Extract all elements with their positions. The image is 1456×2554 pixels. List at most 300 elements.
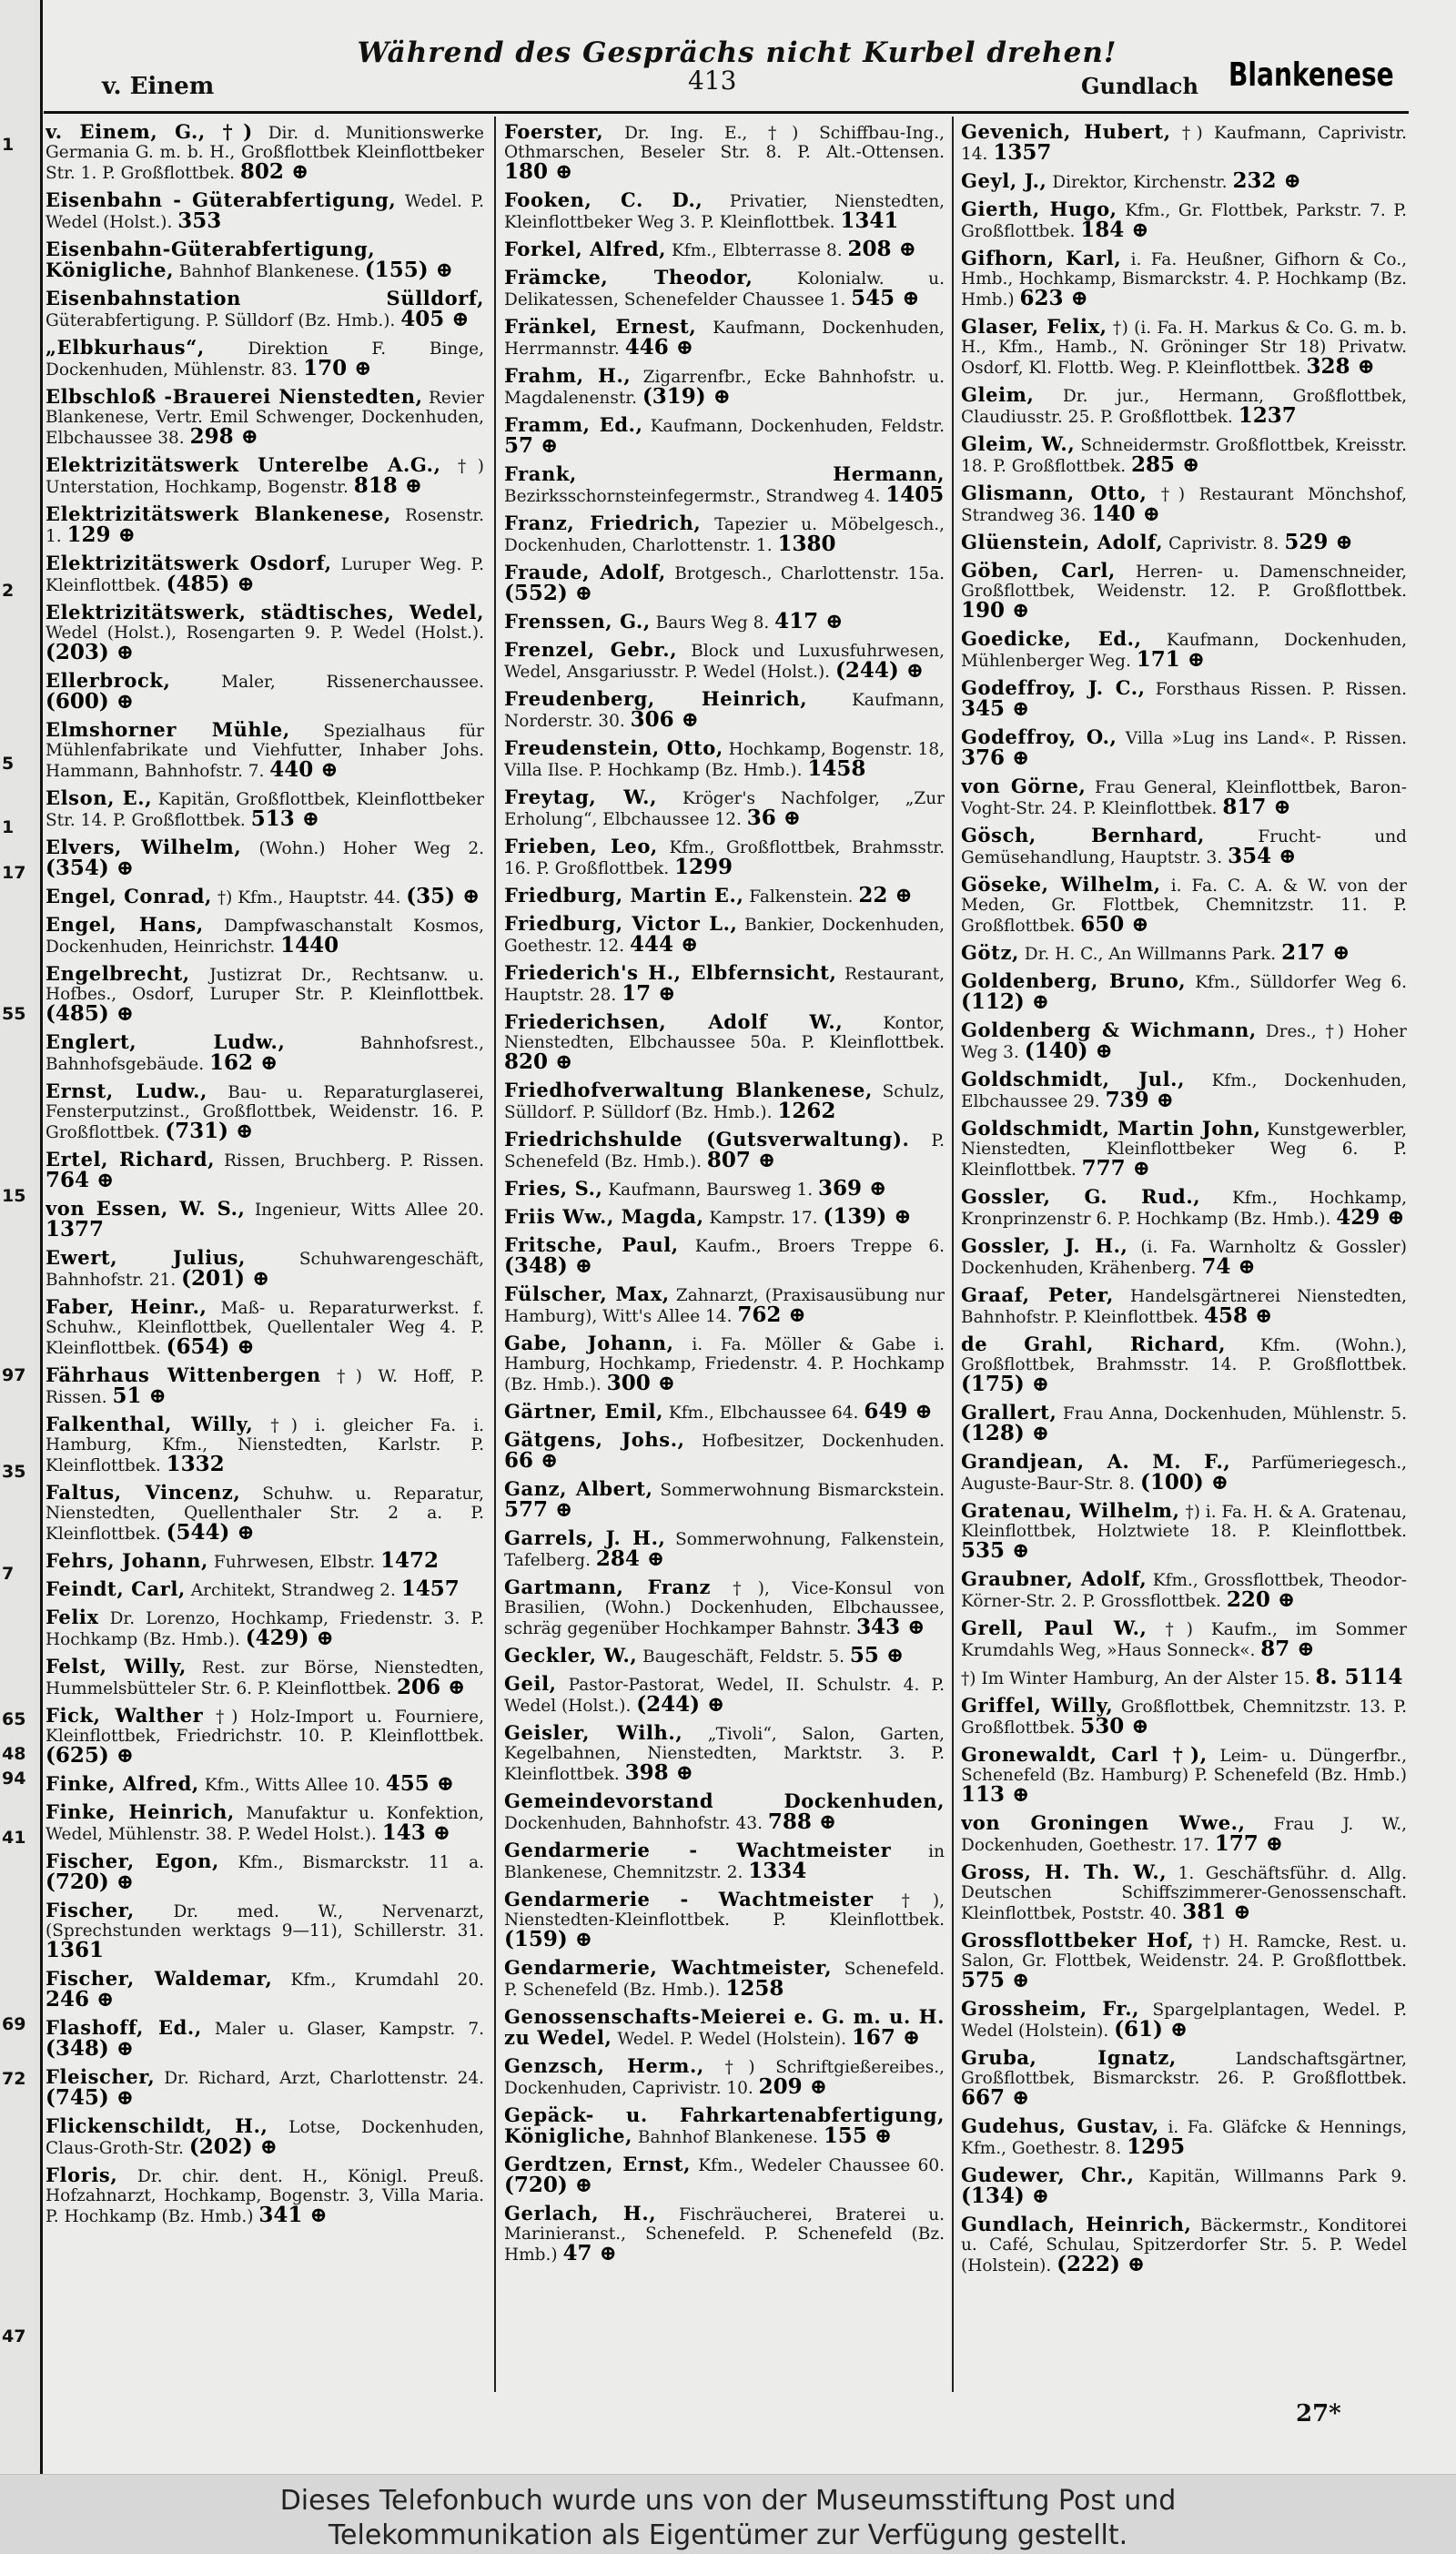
directory-entry <box>46 1799 484 1848</box>
entry-details: Restaurant, Hauptstr. 28. <box>504 965 945 1005</box>
entry-details: Schenefeld. P. Schenefeld (Bz. Hmb.). <box>504 1960 945 2000</box>
subscriber-name: Gundlach, Heinrich, <box>961 2213 1192 2235</box>
phone-number: 417 ⊕ <box>774 609 844 633</box>
gutter-number: 48 <box>2 1744 26 1764</box>
phone-number: 802 ⊕ <box>239 159 309 184</box>
entry-details: Kfm. (Wohn.), Großflottbek, Brahmsstr. 14. P. Großflottbek. <box>961 1336 1407 1374</box>
subscriber-name: Gleim, W., <box>961 432 1076 455</box>
entry-details: †) Kfm., Hauptstr. 44. <box>217 888 401 907</box>
phone-number: 36 ⊕ <box>746 806 802 830</box>
phone-number: (625) ⊕ <box>46 1743 135 1768</box>
phone-number: (348) ⊕ <box>504 1253 593 1278</box>
directory-entry <box>504 1398 945 1426</box>
directory-entry <box>504 1886 945 1954</box>
phone-number: (600) ⊕ <box>46 689 135 714</box>
phone-number: 129 ⊕ <box>66 522 136 547</box>
subscriber-name: Grell, Paul W., <box>961 1617 1148 1639</box>
subscriber-name: Garrels, J. H., <box>504 1526 666 1549</box>
directory-entry <box>504 2200 945 2268</box>
phone-number: 232 ⊕ <box>1232 168 1301 193</box>
subscriber-name: Göben, Carl, <box>961 559 1116 582</box>
phone-number: (544) ⊕ <box>166 1520 255 1545</box>
directory-entry <box>504 1837 945 1886</box>
subscriber-name: Ellerbrock, <box>46 669 171 692</box>
subscriber-name: Felst, Willy, <box>46 1655 187 1677</box>
directory-entry <box>961 1115 1407 1183</box>
phone-number: (100) ⊕ <box>1140 1470 1229 1495</box>
subscriber-name: Goldschmidt, Jul., <box>961 1068 1185 1090</box>
subscriber-name: Friedburg, Martin E., <box>504 884 744 907</box>
directory-entry <box>46 550 484 599</box>
subscriber-name: Fick, Walther <box>46 1704 204 1727</box>
entry-details: Luruper Weg. P. Kleinflottbek. <box>46 555 484 595</box>
directory-entry <box>961 1282 1407 1331</box>
directory-entry <box>961 1741 1407 1809</box>
entry-details: Dampfwaschanstalt Kosmos, Dockenhuden, Heinrichstr. <box>46 917 484 957</box>
entry-details: Schulz, Sülldorf. P. Sülldorf (Bz. Hmb.). <box>504 1082 945 1122</box>
phone-number: 74 ⊕ <box>1201 1254 1256 1279</box>
entry-details: 1. Geschäftsführ. d. Allg. Deutschen Schiffszimmerer-Genossenschaft. Kleinflottbek, Poststr. 40. <box>961 1864 1407 1923</box>
directory-entry <box>961 167 1407 196</box>
entry-details: Manufaktur u. Konfektion, Wedel, Mühlenstr. 38. P. Wedel Holst.). <box>46 1804 484 1844</box>
subscriber-name: Gross, H. Th. W., <box>961 1860 1168 1883</box>
phone-number: 298 ⊕ <box>189 424 258 449</box>
directory-entry <box>46 2162 484 2230</box>
entry-details: †) i. gleicher Fa. i. Hamburg, Kfm., Nienstedten, Karlstr. P. Kleinflottbek. <box>46 1416 484 1475</box>
phone-number: 650 ⊕ <box>1080 912 1149 937</box>
entry-details: Falkenstein. <box>749 887 854 907</box>
phone-number: 818 ⊕ <box>353 473 423 498</box>
entry-details: Kfm., Gr. Flottbek, Parkstr. 7. P. Großflottbek. <box>961 201 1407 241</box>
subscriber-name: Frieben, Leo, <box>504 835 658 857</box>
directory-entry <box>504 2151 945 2200</box>
entry-details: Direktion F. Binge, Dockenhuden, Mühlenstr. 83. <box>46 340 484 380</box>
directory-entry <box>46 2014 484 2063</box>
directory-entry <box>46 960 484 1029</box>
directory-entry <box>46 1411 484 1479</box>
entry-details: Fischräucherei, Braterei u. Marinieranst., Schenefeld. P. Schenefeld (Bz. Hmb.) <box>504 2205 945 2265</box>
phone-number: (155) ⊕ <box>364 258 453 282</box>
subscriber-name: Godeffroy, J. C., <box>961 676 1146 699</box>
subscriber-name: Gärtner, Emil, <box>504 1400 663 1423</box>
directory-entry <box>961 2162 1407 2211</box>
directory-entry <box>46 118 484 187</box>
directory-entry <box>504 1670 945 1719</box>
phone-number: 381 ⊕ <box>1182 1900 1251 1924</box>
entry-details: Sommerwohnung Bismarckstein. <box>660 1481 945 1500</box>
entry-details: Kfm., Wedeler Chaussee 60. <box>698 2156 945 2175</box>
directory-entry <box>504 461 945 510</box>
directory-entry <box>961 557 1407 625</box>
subscriber-name: Fooken, C. D., <box>504 188 703 211</box>
entry-details: Architekt, Strandweg 2. <box>190 1581 396 1600</box>
phone-number: 328 ⊕ <box>1306 354 1375 379</box>
directory-entry <box>504 1008 945 1077</box>
gutter-number: 47 <box>2 2326 26 2346</box>
subscriber-name: Faber, Heinr., <box>46 1295 207 1318</box>
subscriber-name: Gerdtzen, Ernst, <box>504 2153 691 2175</box>
header-rule <box>44 111 1409 114</box>
entry-details: Kapitän, Willmanns Park 9. <box>1148 2167 1407 2186</box>
directory-entry <box>504 882 945 910</box>
subscriber-name: Graaf, Peter, <box>961 1283 1114 1306</box>
subscriber-name: Fülscher, Max, <box>504 1282 670 1305</box>
entry-details: Kfm., Witts Allee 10. <box>204 1776 380 1795</box>
phone-number: 217 ⊕ <box>1281 940 1350 965</box>
subscriber-name: Frahm, H., <box>504 364 632 387</box>
directory-entry <box>961 1399 1407 1448</box>
entry-details: Rosenstr. 1. <box>46 506 484 546</box>
directory-entry <box>961 1809 1407 1859</box>
entry-details: Dockenhuden, Bahnhofstr. 43. <box>504 1814 763 1833</box>
directory-entry <box>504 1330 945 1398</box>
entry-details: Kaufmann, Dockenhuden, Herrmannstr. <box>504 319 945 359</box>
directory-entry <box>961 773 1407 822</box>
entry-details: †) (i. Fa. H. Markus & Co. G. m. b. H., Kfm., Hamb., N. Gröninger Str 18) Privatw. Osdorf, Kl. Flottb. Weg. P. Kleinflottbek. <box>961 319 1407 378</box>
gutter-number: 5 <box>2 754 15 774</box>
phone-number: (222) ⊕ <box>1057 2252 1146 2276</box>
phone-number: 170 ⊕ <box>303 356 372 380</box>
phone-number: 444 ⊕ <box>629 932 699 957</box>
directory-entry <box>46 599 484 667</box>
subscriber-name: Gemeindevorstand Dockenhuden, <box>504 1789 945 1812</box>
directory-entry <box>46 1653 484 1702</box>
entry-details: Bahnhof Blankenese. <box>178 262 359 281</box>
entry-details: Lotse, Dockenhuden, Claus-Groth-Str. <box>46 2118 484 2158</box>
entry-details: Kfm., Großflottbek, Brahmsstr. 16. P. Großflottbek. <box>504 838 945 878</box>
entry-details: (i. Fa. Warnholtz & Gossler) Dockenhuden, Krähenberg. <box>961 1238 1407 1278</box>
directory-entry <box>504 1475 945 1525</box>
phone-number: 817 ⊕ <box>1222 795 1291 819</box>
entry-details: Hochkamp, Bogenstr. 18, Villa Ilse. P. Hochkamp (Bz. Hmb.). <box>504 740 945 780</box>
column-divider <box>952 117 954 2392</box>
directory-entry <box>46 187 484 236</box>
phone-number: 1295 <box>1127 2134 1186 2159</box>
phone-number: 739 ⊕ <box>1105 1088 1174 1112</box>
entry-details: Bäckermstr., Konditorei u. Café, Schulau, Spitzerdorfer Str. 5. P. Wedel (Holstein). <box>961 2216 1407 2275</box>
directory-entry <box>46 2063 484 2113</box>
subscriber-name: Freudenstein, Otto, <box>504 736 723 759</box>
directory-entry <box>504 1126 945 1175</box>
directory-entry <box>46 383 484 451</box>
directory-entry <box>961 381 1407 431</box>
header-slogan: Während des Gesprächs nicht Kurbel drehen! <box>357 36 1117 69</box>
directory-entry <box>961 1927 1407 1995</box>
directory-entry <box>961 625 1407 674</box>
phone-number: 440 ⊕ <box>269 757 339 782</box>
phone-number: 1380 <box>777 532 836 556</box>
subscriber-name: Genzsch, Herm., <box>504 2054 704 2077</box>
directory-entry <box>504 2052 945 2102</box>
entry-details: Dr. jur., Hermann, Großflottbek, Claudiusstr. 25. P. Großflottbek. <box>961 387 1407 427</box>
subscriber-name: Graubner, Adolf, <box>961 1567 1148 1590</box>
subscriber-name: Eisenbahn-Güterabfertigung, Königliche, <box>46 238 376 281</box>
directory-entry <box>961 1017 1407 1066</box>
subscriber-name: Framm, Ed., <box>504 413 643 436</box>
directory-entry <box>961 1664 1407 1692</box>
directory-entry <box>504 1525 945 1574</box>
entry-details: Kfm., Grossflottbek, Theodor-Körner-Str. 2. P. Grossflottbek. <box>961 1571 1407 1611</box>
subscriber-name: Friis Ww., Magda, <box>504 1205 704 1228</box>
phone-number: 8. 5114 <box>1315 1665 1403 1689</box>
phone-number: 1262 <box>777 1099 836 1123</box>
directory-entry <box>504 1719 945 1788</box>
entry-details: Kontor, Nienstedten, Elbchaussee 50a. P. Kleinflottbek. <box>504 1014 945 1052</box>
entry-details: Schuhwarengeschäft, Bahnhofstr. 21. <box>46 1250 484 1290</box>
entry-details: Kfm., Hochkamp, Kronprinzenstr 6. P. Hochkamp (Bz. Hmb.). <box>961 1189 1407 1229</box>
phone-number: 177 ⊕ <box>1214 1831 1283 1856</box>
phone-number: (354) ⊕ <box>46 856 135 880</box>
entry-details: Frau Anna, Dockenhuden, Mühlenstr. 5. <box>1062 1404 1407 1424</box>
phone-number: 1472 <box>380 1548 440 1573</box>
phone-number: (202) ⊕ <box>188 2134 278 2159</box>
directory-entry <box>46 1547 484 1576</box>
phone-number: 341 ⊕ <box>258 2203 328 2227</box>
phone-number: (552) ⊕ <box>504 581 593 605</box>
directory-entry <box>961 1448 1407 1497</box>
subscriber-name: Frank, Hermann, <box>504 462 945 485</box>
directory-entry <box>46 334 484 383</box>
subscriber-name: Finke, Alfred, <box>46 1772 199 1795</box>
listing-column-2 <box>504 118 945 2394</box>
entry-details: †) Im Winter Hamburg, An der Alster 15. <box>961 1669 1310 1688</box>
entry-details: Kfm., Elbchaussee 64. <box>668 1404 859 1423</box>
entry-details: Kaufmann, Norderstr. 30. <box>504 691 945 731</box>
entry-details: Justizrat Dr., Rechtsanw. u. Hofbes., Osdorf, Luruper Str. P. Kleinflottbek. <box>46 966 484 1004</box>
subscriber-name: Engel, Hans, <box>46 913 204 936</box>
entry-details: Kaufmann, Dockenhuden, Feldstr. <box>650 417 945 436</box>
phone-number: 575 ⊕ <box>961 1968 1030 1992</box>
phone-number: 1457 <box>400 1576 460 1601</box>
subscriber-name: Glismann, Otto, <box>961 481 1148 504</box>
directory-entry <box>504 2102 945 2151</box>
subscriber-name: Geyl, J., <box>961 169 1047 192</box>
entry-details: Wedel. P. Wedel (Holst.). <box>46 192 484 232</box>
phone-number: (159) ⊕ <box>504 1927 593 1951</box>
phone-number: (319) ⊕ <box>642 384 731 409</box>
directory-entry <box>46 1770 484 1799</box>
directory-entry <box>46 1195 484 1244</box>
phone-number: (429) ⊕ <box>245 1626 334 1650</box>
gutter-number: 72 <box>2 2069 26 2089</box>
directory-entry <box>961 1331 1407 1399</box>
subscriber-name: Engel, Conrad, <box>46 885 212 907</box>
subscriber-name: Forkel, Alfred, <box>504 238 667 260</box>
subscriber-name: Friederich's H., Elbfernsicht, <box>504 961 837 984</box>
entry-details: Rissen, Bruchberg. P. Rissen. <box>224 1151 484 1171</box>
phone-number: 788 ⊕ <box>767 1809 837 1834</box>
directory-entry <box>961 1615 1407 1664</box>
subscriber-name: Gruba, Ignatz, <box>961 2046 1177 2069</box>
phone-number: (140) ⊕ <box>1024 1039 1113 1063</box>
entry-details: Bankier, Dockenhuden, Goethestr. 12. <box>504 916 945 956</box>
phone-number: 545 ⊕ <box>851 286 920 310</box>
subscriber-name: Goldenberg, Bruno, <box>961 969 1187 992</box>
phone-number: 284 ⊕ <box>595 1546 665 1571</box>
subscriber-name: Goldschmidt, Martin John, <box>961 1117 1261 1140</box>
directory-entry <box>961 1497 1407 1566</box>
subscriber-name: Glüenstein, Adolf, <box>961 531 1164 553</box>
directory-entry <box>46 1244 484 1293</box>
subscriber-name: Englert, Ludw., <box>46 1030 286 1053</box>
directory-entry <box>504 1574 945 1642</box>
entry-details: Villa »Lug ins Land«. P. Rissen. <box>1125 729 1407 748</box>
entry-details: P. Schenefeld (Bz. Hmb.). <box>504 1131 945 1171</box>
phone-number: 398 ⊕ <box>624 1760 693 1785</box>
subscriber-name: Gösch, Bernhard, <box>961 824 1205 846</box>
column-divider <box>494 117 496 2392</box>
directory-entry <box>961 1995 1407 2044</box>
subscriber-name: Fritsche, Paul, <box>504 1233 679 1256</box>
directory-entry <box>961 1566 1407 1615</box>
directory-entry <box>46 1604 484 1653</box>
entry-details: Sommerwohnung, Falkenstein, Tafelberg. <box>504 1530 945 1570</box>
gutter-number: 17 <box>2 863 26 883</box>
entry-details: Spargelplantagen, Wedel. P. Wedel (Holstein). <box>961 2001 1407 2041</box>
phone-number: (244) ⊕ <box>834 658 925 683</box>
entry-details: Kfm., Krumdahl 20. <box>290 1971 484 1990</box>
directory-entry <box>961 674 1407 724</box>
phone-number: 353 <box>177 208 222 233</box>
subscriber-name: Gendarmerie, Wachtmeister, <box>504 1956 833 1979</box>
gutter-number: 1 <box>2 135 15 155</box>
subscriber-name: von Groningen Wwe., <box>961 1811 1246 1834</box>
directory-entry <box>961 118 1407 167</box>
phone-number: 22 ⊕ <box>858 883 913 907</box>
phone-number: (720) ⊕ <box>46 1870 135 1894</box>
subscriber-name: de Grahl, Richard, <box>961 1333 1226 1355</box>
phone-number: 51 ⊕ <box>112 1383 167 1408</box>
phone-number: 1237 <box>1238 403 1297 428</box>
directory-entry <box>961 871 1407 939</box>
directory-entry <box>46 1146 484 1195</box>
subscriber-name: Gabe, Johann, <box>504 1332 674 1354</box>
phone-number: 820 ⊕ <box>504 1049 573 1074</box>
directory-entry <box>46 1848 484 1897</box>
phone-number: (203) ⊕ <box>46 640 135 664</box>
entry-details: Zigarrenfbr., Ecke Bahnhofstr. u. Magdalenenstr. <box>504 368 945 408</box>
subscriber-name: Gepäck- u. Fahrkartenabfertigung, Königliche, <box>504 2103 945 2147</box>
directory-entry <box>504 784 945 833</box>
directory-entry <box>46 1702 484 1770</box>
directory-entry <box>504 264 945 313</box>
phone-number: 208 ⊕ <box>847 237 916 261</box>
entry-details: †) i. Fa. H. & A. Gratenau, Kleinflottbek, Holztwiete 18. P. Kleinflottbek. <box>961 1503 1407 1541</box>
subscriber-name: Gendarmerie - Wachtmeister <box>504 1839 892 1861</box>
entry-details: Fuhrwesen, Elbstr. <box>213 1553 376 1572</box>
phone-number: 354 ⊕ <box>1228 844 1297 868</box>
entry-details: Bahnhof Blankenese. <box>637 2128 818 2147</box>
subscriber-name: Geckler, W., <box>504 1644 638 1667</box>
phone-number: (244) ⊕ <box>636 1692 725 1717</box>
phone-number: 529 ⊕ <box>1284 530 1353 554</box>
subscriber-name: Fränkel, Ernest, <box>504 315 697 338</box>
entry-details: Güterabfertigung. P. Sülldorf (Bz. Hmb.). <box>46 311 396 330</box>
entry-details: Maß- u. Reparaturwerkst. f. Schuhw., Kleinflottbek, Quellentaler Weg 4. P. Kleinflottbek. <box>46 1299 484 1358</box>
subscriber-name: Fleischer, <box>46 2065 156 2088</box>
subscriber-name: Gevenich, Hubert, <box>961 120 1171 143</box>
entry-details: Handelsgärtnerei Nienstedten, Bahnhofstr. P. Kleinflottbek. <box>961 1287 1407 1327</box>
entry-details: Kunstgewerbler, Nienstedten, Kleinflottbeker Weg 6. P. Kleinflottbek. <box>961 1120 1407 1180</box>
phone-number: 87 ⊕ <box>1260 1637 1315 1661</box>
phone-number: 1377 <box>46 1217 105 1242</box>
gutter-number: 55 <box>2 1004 26 1024</box>
directory-entry <box>961 313 1407 381</box>
subscriber-name: Elektrizitätswerk, städtisches, Wedel, <box>46 601 484 623</box>
entry-details: †) Holz-Import u. Fourniere, Kleinflottbek, Friedrichstr. 10. P. Kleinflottbek. <box>46 1708 484 1746</box>
directory-entry <box>504 608 945 636</box>
entry-details: Dr. chir. dent. H., Königl. Preuß. Hofzahnarzt, Hochkamp, Bogenstr. 3, Villa Maria. P. Hochkamp (Bz. Hmb.) <box>46 2167 484 2226</box>
directory-entry <box>46 911 484 960</box>
gutter-number: 1 <box>2 817 15 837</box>
entry-details: Kröger's Nachfolger, „Zur Erholung“, Elbchaussee 12. <box>504 789 945 829</box>
gutter-number: 2 <box>2 581 15 601</box>
entry-details: Frucht- und Gemüsehandlung, Hauptstr. 3. <box>961 827 1407 867</box>
directory-entry <box>961 431 1407 480</box>
phone-number: 184 ⊕ <box>1080 218 1149 242</box>
directory-entry <box>504 1954 945 2003</box>
phone-number: 1440 <box>280 933 339 958</box>
subscriber-name: Genossenschafts-Meierei e. G. m. u. H. zu Wedel, <box>504 2005 945 2049</box>
subscriber-name: Elmshorner Mühle, <box>46 718 290 741</box>
directory-entry <box>46 785 484 834</box>
subscriber-name: Göseke, Wilhelm, <box>961 873 1161 896</box>
directory-entry <box>504 2003 945 2052</box>
entry-details: i. Fa. Heußner, Gifhorn & Co., Hmb., Hochkamp, Bismarckstr. 4. P. Hochkamp (Bz. Hmb.) <box>961 250 1407 309</box>
subscriber-name: Fischer, <box>46 1899 135 1921</box>
header-first-entry: v. Einem <box>102 73 215 100</box>
directory-entry <box>46 1576 484 1604</box>
phone-number: (720) ⊕ <box>504 2173 593 2197</box>
phone-number: 429 ⊕ <box>1336 1205 1405 1230</box>
entry-details: i. Fa. C. A. & W. von der Meden, Gr. Flottbek, Chemnitzstr. 11. P. Großflottbek. <box>961 877 1407 936</box>
subscriber-name: Gerlach, H., <box>504 2202 657 2225</box>
directory-entry <box>46 1362 484 1411</box>
subscriber-name: Flickenschildt, H., <box>46 2114 268 2137</box>
subscriber-name: Elektrizitätswerk Osdorf, <box>46 552 332 574</box>
phone-number: 369 ⊕ <box>818 1176 887 1201</box>
entry-details: Wedel. P. Wedel (Holstein). <box>617 2030 847 2049</box>
subscriber-name: v. Einem, G., †) <box>46 120 253 143</box>
entry-details: Kfm., Dockenhuden, Elbchaussee 29. <box>961 1071 1407 1111</box>
directory-entry <box>46 501 484 550</box>
directory-entry <box>961 196 1407 245</box>
entry-details: Landschaftsgärtner, Großflottbek, Bismarckstr. 26. P. Großflottbek. <box>961 2050 1407 2088</box>
entry-details: †) H. Ramcke, Rest. u. Salon, Gr. Flottbek, Weidenstr. 24. P. Großflottbek. <box>961 1932 1407 1971</box>
directory-entry <box>961 724 1407 773</box>
phone-number: 55 ⊕ <box>849 1643 905 1667</box>
phone-number: 209 ⊕ <box>758 2074 827 2099</box>
gutter-number: 69 <box>2 2014 26 2034</box>
entry-details: Caprivistr. 8. <box>1168 534 1279 553</box>
phone-number: 17 ⊕ <box>622 981 676 1006</box>
subscriber-name: Fischer, Egon, <box>46 1850 219 1872</box>
entry-details: i. Fa. Gläfcke & Hennings, Kfm., Goethestr. 8. <box>961 2118 1407 2158</box>
subscriber-name: Gendarmerie - Wachtmeister <box>504 1888 874 1910</box>
entry-details: Kfm., Bismarckstr. 11 a. <box>238 1853 484 1872</box>
directory-entry <box>961 2044 1407 2113</box>
entry-details: Kfm., Elbterrasse 8. <box>671 241 843 260</box>
entry-details: Dr. Richard, Arzt, Charlottenstr. 24. <box>164 2069 484 2088</box>
directory-entry <box>961 2211 1407 2279</box>
entry-details: „Tivoli“, Salon, Garten, Kegelbahnen, Nienstedten, Marktstr. 3. P. Kleinflottbek. <box>504 1725 945 1784</box>
phone-number: 1405 <box>885 482 945 507</box>
entry-details: Forsthaus Rissen. P. Rissen. <box>1155 680 1407 699</box>
directory-entry <box>46 667 484 716</box>
phone-number: 535 ⊕ <box>961 1538 1030 1563</box>
entry-details: Schuhw. u. Reparatur, Nienstedten, Quellenthaler Str. 2 a. P. Kleinflottbek. <box>46 1485 484 1544</box>
entry-details: Maler u. Glaser, Kampstr. 7. <box>214 2020 484 2039</box>
